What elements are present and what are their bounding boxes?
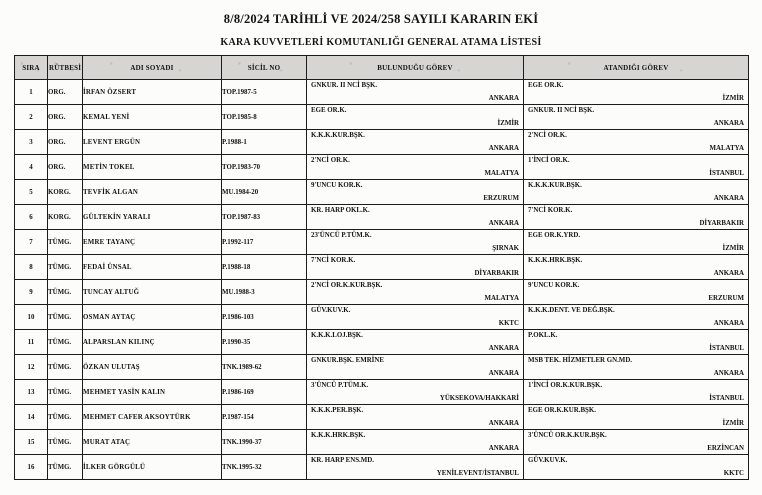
assigned-post-cell [524,255,749,280]
row-number-cell: 6 [15,205,48,230]
list-title: KARA KUVVETLERİ KOMUTANLIĞI GENERAL ATAMA LİSTESİ [220,37,542,48]
assigned-post-cell [524,180,749,205]
table-row [15,405,749,430]
current-post-unit: K.K.K.HRK.BŞK. [311,432,366,439]
rank-cell: TÜMG. [48,330,83,355]
table-row [15,305,749,330]
registry-no-cell: P.1988-18 [222,255,307,280]
assigned-post-cell [524,80,749,105]
assigned-post-cell [524,305,749,330]
rank-cell: ORG. [48,80,83,105]
current-post-cell [307,455,524,480]
rank-cell: ORG. [48,155,83,180]
assigned-post-unit: EGE OR.K. [528,82,564,89]
assigned-post-city: KKTC [723,470,744,478]
row-number-cell: 1 [15,80,48,105]
assigned-post-cell [524,105,749,130]
current-post-unit: 7'NCİ KOR.K. [311,257,356,264]
name-cell: OSMAN AYTAÇ [83,305,222,330]
name-cell: İRFAN ÖZSERT [83,80,222,105]
row-number-cell: 2 [15,105,48,130]
row-number-cell: 4 [15,155,48,180]
assigned-post-cell [524,155,749,180]
rank-cell: TÜMG. [48,230,83,255]
registry-no-cell: TNK.1990-37 [222,430,307,455]
rank-cell: TÜMG. [48,380,83,405]
current-post-unit: K.K.K.LOJ.BŞK. [311,332,363,339]
current-post-city: ANKARA [488,95,519,103]
name-cell: LEVENT ERGÜN [83,130,222,155]
rank-cell: ORG. [48,130,83,155]
assigned-post-unit: K.K.K.KUR.BŞK. [528,182,582,189]
assigned-post-unit: K.K.K.DENT. VE DEĞ.BŞK. [528,307,615,314]
col-header-ad-soyad: ADI SOYADI [83,56,222,80]
current-post-cell [307,280,524,305]
table-row [15,155,749,180]
current-post-unit: 2'NCİ OR.K.KUR.BŞK. [311,282,383,289]
col-header-bulundugu-gorev: BULUNDUĞU GÖREV [307,56,524,80]
name-cell: METİN TOKEL [83,155,222,180]
table-row [15,455,749,480]
current-post-cell [307,405,524,430]
current-post-unit: GÜV.KUV.K. [311,307,351,314]
current-post-city: ANKARA [488,145,519,153]
assigned-post-city: DİYARBAKIR [699,220,744,228]
current-post-unit: 23'ÜNCÜ P.TÜM.K. [311,232,372,239]
assigned-post-unit: EGE OR.K.KUR.BŞK. [528,407,596,414]
current-post-cell [307,180,524,205]
col-header-sicil-no: SİCİL NO [222,56,307,80]
current-post-cell [307,355,524,380]
row-number-cell: 9 [15,280,48,305]
assigned-post-city: ERZİNCAN [707,445,744,453]
registry-no-cell: TOP.1987-83 [222,205,307,230]
current-post-unit: KR. HARP ENS.MD. [311,457,374,464]
registry-no-cell: TOP.1987-5 [222,80,307,105]
registry-no-cell: P.1992-117 [222,230,307,255]
assigned-post-unit: 1'İNCİ OR.K. [528,157,570,164]
current-post-cell [307,380,524,405]
registry-no-cell: P.1986-169 [222,380,307,405]
table-row [15,330,749,355]
col-header-rutbe: RÜTBESİ [48,56,83,80]
current-post-city: YÜKSEKOVA/HAKKARİ [439,395,519,403]
current-post-cell [307,130,524,155]
current-post-cell [307,80,524,105]
registry-no-cell: P.1988-1 [222,130,307,155]
current-post-city: ANKARA [488,220,519,228]
current-post-unit: EGE OR.K. [311,107,347,114]
rank-cell: TÜMG. [48,255,83,280]
current-post-cell [307,105,524,130]
assigned-post-city: İSTANBUL [709,345,744,353]
current-post-unit: GNKUR.BŞK. EMRİNE [311,357,384,364]
current-post-city: ANKARA [488,370,519,378]
table-row [15,205,749,230]
assigned-post-cell [524,205,749,230]
assigned-post-city: ANKARA [713,195,744,203]
assigned-post-city: ERZURUM [708,295,744,303]
assigned-post-city: İZMİR [722,420,744,428]
rank-cell: TÜMG. [48,455,83,480]
registry-no-cell: TOP.1985-8 [222,105,307,130]
current-post-city: YENİLEVENT/İSTANBUL [436,470,519,478]
row-number-cell: 10 [15,305,48,330]
current-post-city: ANKARA [488,445,519,453]
table-row [15,355,749,380]
rank-cell: TÜMG. [48,355,83,380]
assigned-post-unit: 2'NCİ OR.K. [528,132,567,139]
current-post-unit: 9'UNCU KOR.K. [311,182,363,189]
assigned-post-unit: 3'ÜNCÜ OR.K.KUR.BŞK. [528,432,607,439]
registry-no-cell: P.1990-35 [222,330,307,355]
assigned-post-cell [524,380,749,405]
current-post-cell [307,330,524,355]
assigned-post-cell [524,355,749,380]
assigned-post-unit: MSB TEK. HİZMETLER GN.MD. [528,357,633,364]
registry-no-cell: P.1986-103 [222,305,307,330]
assigned-post-city: İZMİR [722,245,744,253]
assigned-post-city: ANKARA [713,370,744,378]
current-post-city: MALATYA [484,170,519,178]
current-post-cell [307,155,524,180]
current-post-cell [307,230,524,255]
row-number-cell: 16 [15,455,48,480]
table-row [15,80,749,105]
assignment-table [14,55,749,480]
current-post-cell [307,205,524,230]
assigned-post-unit: P.OKL.K. [528,332,558,339]
assigned-post-city: İSTANBUL [709,395,744,403]
assigned-post-cell [524,280,749,305]
assigned-post-unit: GNKUR. II NCİ BŞK. [528,107,595,114]
assigned-post-city: İSTANBUL [709,170,744,178]
current-post-city: ŞIRNAK [492,245,519,253]
current-post-unit: KR. HARP OKL.K. [311,207,370,214]
current-post-unit: K.K.K.KUR.BŞK. [311,132,365,139]
rank-cell: TÜMG. [48,405,83,430]
assigned-post-city: İZMİR [722,95,744,103]
assigned-post-cell [524,230,749,255]
current-post-city: İZMİR [497,120,519,128]
rank-cell: TÜMG. [48,280,83,305]
current-post-unit: GNKUR. II NCİ BŞK. [311,82,378,89]
row-number-cell: 15 [15,430,48,455]
registry-no-cell: TOP.1983-70 [222,155,307,180]
registry-no-cell: MU.1988-3 [222,280,307,305]
assigned-post-cell [524,430,749,455]
table-header-row [15,56,749,80]
row-number-cell: 11 [15,330,48,355]
assigned-post-cell [524,330,749,355]
table-row [15,230,749,255]
row-number-cell: 8 [15,255,48,280]
table-row [15,255,749,280]
assigned-post-unit: 1'İNCİ OR.K.KUR.BŞK. [528,382,603,389]
name-cell: TUNCAY ALTUĞ [83,280,222,305]
assigned-post-cell [524,130,749,155]
assigned-post-unit: K.K.K.HRK.BŞK. [528,257,583,264]
current-post-cell [307,430,524,455]
table-row [15,180,749,205]
col-header-atandigi-gorev: ATANDIĞI GÖREV [524,56,749,80]
name-cell: KEMAL YENİ [83,105,222,130]
registry-no-cell: TNK.1989-62 [222,355,307,380]
current-post-unit: 3'ÜNCÜ P.TÜM.K. [311,382,369,389]
name-cell: ALPARSLAN KILINÇ [83,330,222,355]
current-post-city: DİYARBAKIR [474,270,519,278]
decree-title: 8/8/2024 TARİHLİ VE 2024/258 SAYILI KARARIN EKİ [223,12,539,26]
row-number-cell: 13 [15,380,48,405]
row-number-cell: 3 [15,130,48,155]
assigned-post-unit: 7'NCİ KOR.K. [528,207,573,214]
name-cell: GÜLTEKİN YARALI [83,205,222,230]
row-number-cell: 7 [15,230,48,255]
name-cell: ÖZKAN ULUTAŞ [83,355,222,380]
assigned-post-cell [524,455,749,480]
current-post-city: ERZURUM [483,195,519,203]
assigned-post-unit: EGE OR.K.YRD. [528,232,581,239]
current-post-unit: 2'NCİ OR.K. [311,157,350,164]
current-post-city: ANKARA [488,345,519,353]
table-row [15,280,749,305]
rank-cell: TÜMG. [48,430,83,455]
assigned-post-city: ANKARA [713,270,744,278]
registry-no-cell: MU.1984-20 [222,180,307,205]
current-post-cell [307,255,524,280]
current-post-city: MALATYA [484,295,519,303]
row-number-cell: 14 [15,405,48,430]
table-body [15,80,749,480]
registry-no-cell: P.1987-154 [222,405,307,430]
rank-cell: KORG. [48,180,83,205]
name-cell: EMRE TAYANÇ [83,230,222,255]
assigned-post-city: MALATYA [709,145,744,153]
assigned-post-city: ANKARA [713,320,744,328]
rank-cell: ORG. [48,105,83,130]
current-post-cell [307,305,524,330]
rank-cell: TÜMG. [48,305,83,330]
col-header-sira: SIRA [15,56,48,80]
current-post-unit: K.K.K.PER.BŞK. [311,407,364,414]
current-post-city: ANKARA [488,420,519,428]
row-number-cell: 5 [15,180,48,205]
name-cell: İLKER GÖRGÜLÜ [83,455,222,480]
assigned-post-city: ANKARA [713,120,744,128]
table-row [15,380,749,405]
assigned-post-unit: 9'UNCU KOR.K. [528,282,580,289]
table-row [15,105,749,130]
row-number-cell: 12 [15,355,48,380]
name-cell: MEHMET CAFER AKSOYTÜRK [83,405,222,430]
registry-no-cell: TNK.1995-32 [222,455,307,480]
name-cell: MEHMET YASİN KALIN [83,380,222,405]
rank-cell: KORG. [48,205,83,230]
assigned-post-unit: GÜV.KUV.K. [528,457,568,464]
name-cell: MURAT ATAÇ [83,430,222,455]
current-post-city: KKTC [498,320,519,328]
table-row [15,130,749,155]
name-cell: FEDAİ ÜNSAL [83,255,222,280]
name-cell: TEVFİK ALGAN [83,180,222,205]
assigned-post-cell [524,405,749,430]
table-row [15,430,749,455]
